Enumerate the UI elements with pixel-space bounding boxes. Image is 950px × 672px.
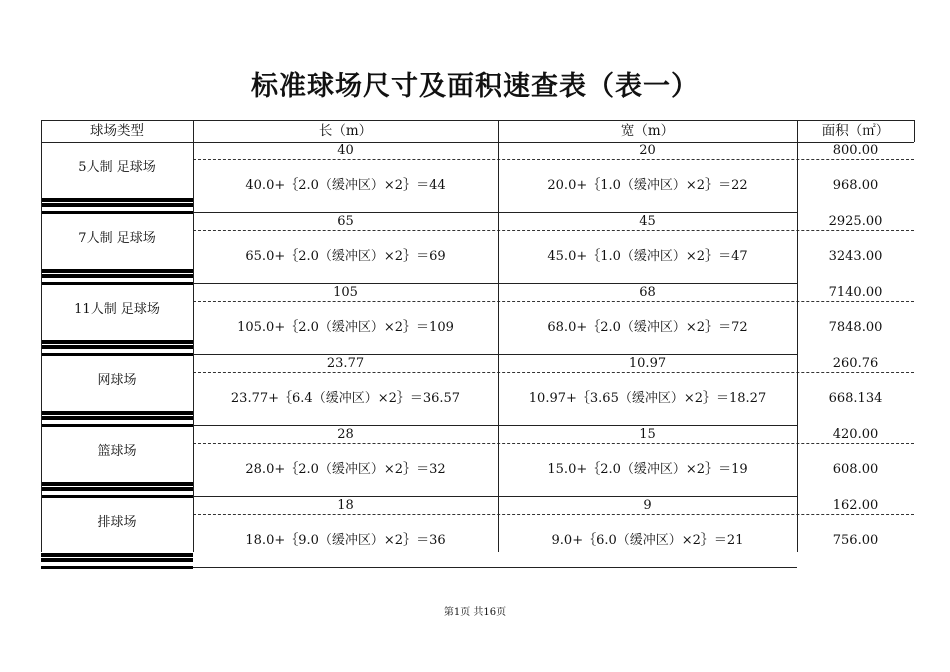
row-area-value: 2925.00 — [828, 214, 883, 229]
row-area-buffered-value: 3243.00 — [828, 249, 883, 264]
row-length-buffered-value: 65.0+｛2.0（缓冲区）×2｝＝69 — [245, 249, 446, 264]
row-area-buffered-value: 608.00 — [832, 462, 879, 477]
row-area-value: 420.00 — [832, 427, 879, 442]
row-length-value: 18 — [337, 498, 354, 513]
row-area-buffered-value: 668.134 — [828, 391, 883, 406]
row-type-label: 11人制 足球场 — [74, 302, 160, 317]
page-footer: 第1页 共16页 — [443, 607, 507, 618]
row-separator-bar — [41, 553, 193, 557]
row-length-buffered-value: 28.0+｛2.0（缓冲区）×2｝＝32 — [245, 462, 446, 477]
row-width-value: 10.97 — [628, 356, 667, 371]
row-length-buffered-value: 40.0+｛2.0（缓冲区）×2｝＝44 — [245, 178, 446, 193]
row-length-value: 40 — [337, 143, 354, 158]
row-width-value: 68 — [639, 285, 656, 300]
row-length-buffered-value: 18.0+｛9.0（缓冲区）×2｝＝36 — [245, 533, 446, 548]
row-bottom-border — [193, 212, 797, 213]
row-length-buffered-value: 23.77+｛6.4（缓冲区）×2｝＝36.57 — [230, 391, 461, 406]
row-separator-bar — [41, 203, 193, 207]
col-divider — [914, 120, 915, 142]
row-dashed-divider — [193, 514, 914, 515]
row-separator-bar — [41, 482, 193, 486]
row-area-buffered-value: 756.00 — [832, 533, 879, 548]
row-bottom-border — [193, 425, 797, 426]
row-length-value: 28 — [337, 427, 354, 442]
table-top-border — [41, 120, 914, 121]
row-separator-bar — [41, 340, 193, 344]
row-bottom-border — [193, 354, 797, 355]
row-width-value: 45 — [639, 214, 656, 229]
row-separator-bar — [41, 274, 193, 278]
row-area-value: 7140.00 — [828, 285, 883, 300]
header-width: 宽（m） — [620, 123, 675, 139]
row-separator-bar — [41, 424, 193, 427]
row-width-buffered-value: 20.0+｛1.0（缓冲区）×2｝＝22 — [547, 178, 748, 193]
row-area-buffered-value: 968.00 — [832, 178, 879, 193]
col-divider — [41, 120, 42, 552]
header-bottom-border — [41, 142, 914, 143]
row-separator-bar — [41, 269, 193, 273]
header-area: 面积（㎡） — [821, 123, 890, 139]
row-dashed-divider — [193, 159, 914, 160]
row-dashed-divider — [193, 443, 914, 444]
header-type: 球场类型 — [90, 123, 144, 139]
row-area-value: 800.00 — [832, 143, 879, 158]
row-width-buffered-value: 9.0+｛6.0（缓冲区）×2｝＝21 — [551, 533, 744, 548]
row-separator-bar — [41, 487, 193, 491]
row-separator-bar — [41, 282, 193, 285]
row-width-value: 15 — [639, 427, 656, 442]
row-dashed-divider — [193, 372, 914, 373]
row-width-buffered-value: 10.97+｛3.65（缓冲区）×2｝＝18.27 — [528, 391, 767, 406]
row-length-value: 65 — [337, 214, 354, 229]
row-width-value: 20 — [639, 143, 656, 158]
col-divider — [797, 120, 798, 552]
row-width-buffered-value: 15.0+｛2.0（缓冲区）×2｝＝19 — [547, 462, 748, 477]
row-width-buffered-value: 68.0+｛2.0（缓冲区）×2｝＝72 — [547, 320, 748, 335]
row-width-buffered-value: 45.0+｛1.0（缓冲区）×2｝＝47 — [547, 249, 748, 264]
row-width-value: 9 — [643, 498, 652, 513]
row-type-label: 排球场 — [97, 515, 137, 530]
row-bottom-border — [193, 496, 797, 497]
row-length-value: 23.77 — [326, 356, 365, 371]
row-separator-bar — [41, 566, 193, 569]
row-length-value: 105 — [333, 285, 358, 300]
row-area-buffered-value: 7848.00 — [828, 320, 883, 335]
row-separator-bar — [41, 211, 193, 214]
row-bottom-border — [193, 283, 797, 284]
row-bottom-border — [193, 567, 797, 568]
row-dashed-divider — [193, 230, 914, 231]
row-type-label: 网球场 — [97, 373, 137, 388]
row-dashed-divider — [193, 301, 914, 302]
page-title: 标准球场尺寸及面积速查表（表一） — [251, 71, 699, 102]
row-area-value: 260.76 — [832, 356, 879, 371]
header-length: 长（m） — [318, 123, 373, 139]
row-separator-bar — [41, 558, 193, 562]
dimension-table — [41, 120, 914, 568]
row-area-value: 162.00 — [832, 498, 879, 513]
row-separator-bar — [41, 345, 193, 349]
row-type-label: 5人制 足球场 — [78, 160, 156, 175]
row-separator-bar — [41, 495, 193, 498]
row-separator-bar — [41, 198, 193, 202]
col-divider — [498, 120, 499, 552]
col-divider — [193, 120, 194, 552]
row-type-label: 篮球场 — [97, 444, 137, 459]
row-separator-bar — [41, 353, 193, 356]
row-separator-bar — [41, 411, 193, 415]
row-length-buffered-value: 105.0+｛2.0（缓冲区）×2｝＝109 — [237, 320, 454, 335]
row-type-label: 7人制 足球场 — [78, 231, 156, 246]
row-separator-bar — [41, 416, 193, 420]
